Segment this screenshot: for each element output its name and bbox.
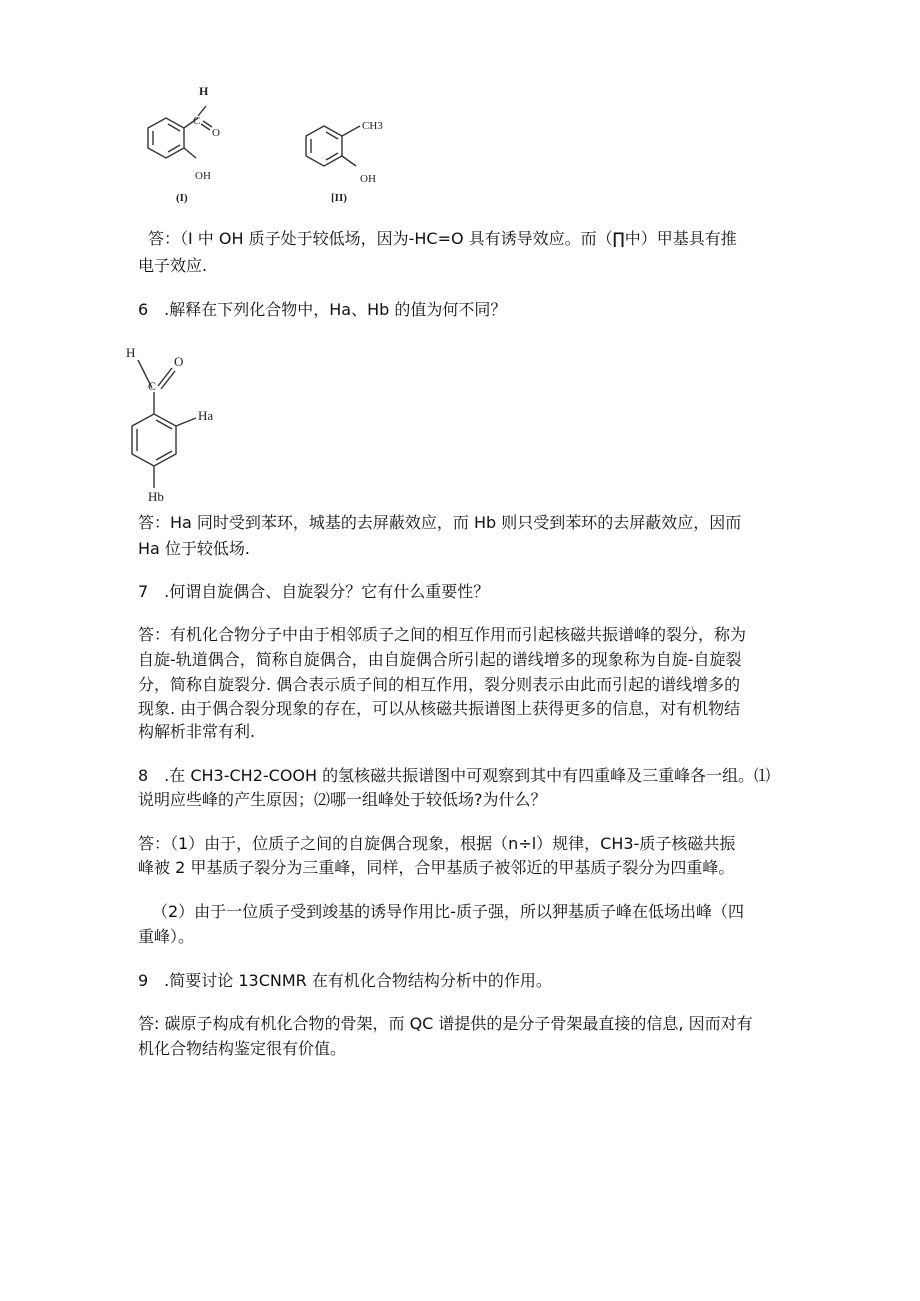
mol3-o: O — [174, 354, 184, 369]
answer-6-line-2: Ha 位于较低场. — [138, 539, 251, 558]
question-8-line-1: 8 .在 CH3-CH2-COOH 的氢核磁共振谱图中可观察到其中有四重峰及三重峰各一组。⑴ — [138, 766, 771, 785]
mol3-ha: Ha — [198, 408, 214, 423]
mol1-h: H — [199, 84, 209, 98]
mol3-h: H — [126, 345, 136, 360]
answer-9-line-1: 答: 碳原子构成有机化合物的骨架，而 QC 谱提供的是分子骨架最直接的信息, 因而对有 — [138, 1014, 753, 1033]
answer-8-part-2-line-1: （2）由于一位质子受到竣基的诱导作用比-质子强，所以狎基质子峰在低场出峰（四 — [152, 902, 744, 921]
mol3-hb: Hb — [148, 489, 164, 502]
question-8-line-2: 说明应些峰的产生原因；⑵哪一组峰处于较低场?为什么？ — [138, 790, 547, 809]
mol1-o: O — [212, 127, 220, 139]
question-7: 7 .何谓自旋偶合、自旋裂分？它有什么重要性？ — [138, 582, 490, 601]
answer-7-line-1: 答：有机化合物分子中由于相邻质子之间的相互作用而引起核磁共振谱峰的裂分，称为 — [138, 625, 747, 644]
answer-7-line-3: 分，简称自旋裂分. 偶合表示质子间的相互作用，裂分则表示由此而引起的谱线增多的 — [138, 675, 741, 694]
mol2-ch3: CH3 — [362, 120, 383, 132]
mol1-oh: OH — [195, 170, 211, 182]
question-9: 9 .简要讨论 13CNMR 在有机化合物结构分析中的作用。 — [138, 971, 552, 990]
mol2-oh: OH — [360, 173, 376, 185]
structure-benzaldehyde — [118, 340, 238, 502]
answer-8-part-1-line-1: 答：（1）由于，位质子之间的自旋偶合现象，根据（n÷l）规律，CH3-质子核磁共振 — [138, 834, 736, 853]
answer-5-line-1: 答：（I 中 OH 质子处于较低场，因为-HC=O 具有诱导效应。而（∏中）甲基具有推 — [148, 229, 737, 248]
answer-8-part-1-line-2: 峰被 2 甲基质子裂分为三重峰，同样，合甲基质子被邻近的甲基质子裂分为四重峰。 — [138, 858, 735, 877]
mol2-label: [II) — [331, 192, 347, 204]
answer-5-line-2: 电子效应. — [138, 256, 208, 275]
mol1-c: C — [193, 115, 201, 127]
structure-I — [120, 80, 230, 210]
structure-II — [290, 80, 420, 210]
answer-6-line-1: 答：Ha 同时受到苯环，城基的去屏蔽效应，而 Hb 则只受到苯环的去屏蔽效应，因而 — [138, 513, 742, 532]
answer-7-line-5: 构解析非常有利. — [138, 722, 256, 741]
answer-9-line-2: 机化合物结构鉴定很有价值。 — [138, 1039, 347, 1058]
answer-7-line-4: 现象. 由于偶合裂分现象的存在，可以从核磁共振谱图上获得更多的信息，对有机物结 — [138, 699, 741, 718]
mol1-label: (I) — [176, 192, 188, 204]
question-6: 6 .解释在下列化合物中，Ha、Hb 的值为何不同？ — [138, 300, 507, 319]
answer-7-line-2: 自旋-轨道偶合，简称自旋偶合，由自旋偶合所引起的谱线增多的现象称为自旋-自旋裂 — [138, 650, 742, 669]
mol3-c: C — [148, 379, 157, 393]
answer-8-part-2-line-2: 重峰）。 — [138, 927, 195, 946]
